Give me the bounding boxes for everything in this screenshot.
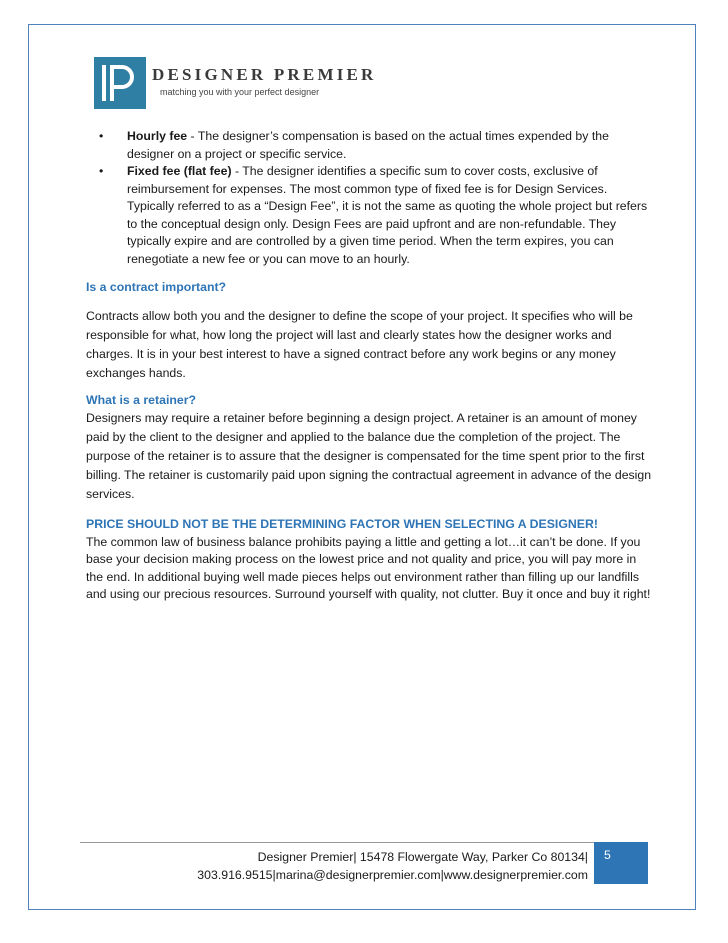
page-number: 5 — [604, 848, 611, 862]
logo-name: DESIGNER PREMIER — [152, 65, 377, 84]
contract-heading: Is a contract important? — [86, 280, 227, 294]
list-item-text: - The designer’s compensation is based on the actual times expended by the designer on a project or specific service. — [127, 129, 609, 161]
logo — [94, 57, 377, 109]
logo-tagline: matching you with your perfect designer — [160, 87, 320, 97]
list-item-text: - The designer identifies a specific sum to cover costs, exclusive of reimbursement for expenses. The most common type of fixed fee is for Design Services. Typically referred to as a “Design Fee”, it is not the same as quoting the whole project but refers to the conceptual design only. Design Fees are paid upfront and are non-refundable. They typically expire and are controlled by a given time period. When the term expires, you can renegotiate a new fee or you can move to an hourly. — [127, 164, 648, 266]
list-item — [127, 128, 652, 163]
list-item-term: Fixed fee (flat fee) — [127, 164, 232, 178]
page-number-box — [594, 842, 648, 884]
price-heading: PRICE SHOULD NOT BE THE DETERMINING FACTOR WHEN SELECTING A DESIGNER! — [86, 517, 598, 531]
retainer-heading: What is a retainer? — [86, 392, 197, 407]
footer-address: Designer Premier| 15478 Flowergate Way, Parker Co 80134| — [257, 850, 588, 864]
list-item-term: Hourly fee — [127, 129, 188, 143]
footer-contact: 303.916.9515|marina@designerpremier.com|www.designerpremier.com — [197, 868, 588, 882]
footer — [180, 848, 588, 884]
retainer-paragraph: Designers may require a retainer before beginning a design project. A retainer is an amount of money paid by the client to the designer and applied to the balance due the completion of the project. The purpose of the retainer is to assure that the designer is compensated for the time spent prior to the first billing. The retainer is customarily paid upon signing the contractual agreement in advance of the design services. — [86, 411, 652, 501]
contract-paragraph: Contracts allow both you and the designer to define the scope of your project. It specifies who will be responsible for what, how long the project will last and clearly states how the designer works and charges. It is in your best interest to have a signed contract before any work begins or any money exchanges hands. — [86, 308, 633, 380]
price-paragraph: The common law of business balance prohibits paying a little and getting a lot…it can’t be done. If you base your decision making process on the lowest price and not quality and price, you will pay more in the end. In additional buying well made pieces helps out environment rather than filling up our landfills and using our precious resources. Surround yourself with quality, not clutter. Buy it once and buy it right! — [86, 534, 651, 601]
fee-types-list — [86, 128, 652, 268]
list-item — [127, 163, 652, 268]
document-body — [86, 128, 652, 604]
footer-divider — [80, 842, 594, 843]
logo-mark-icon — [94, 57, 146, 109]
